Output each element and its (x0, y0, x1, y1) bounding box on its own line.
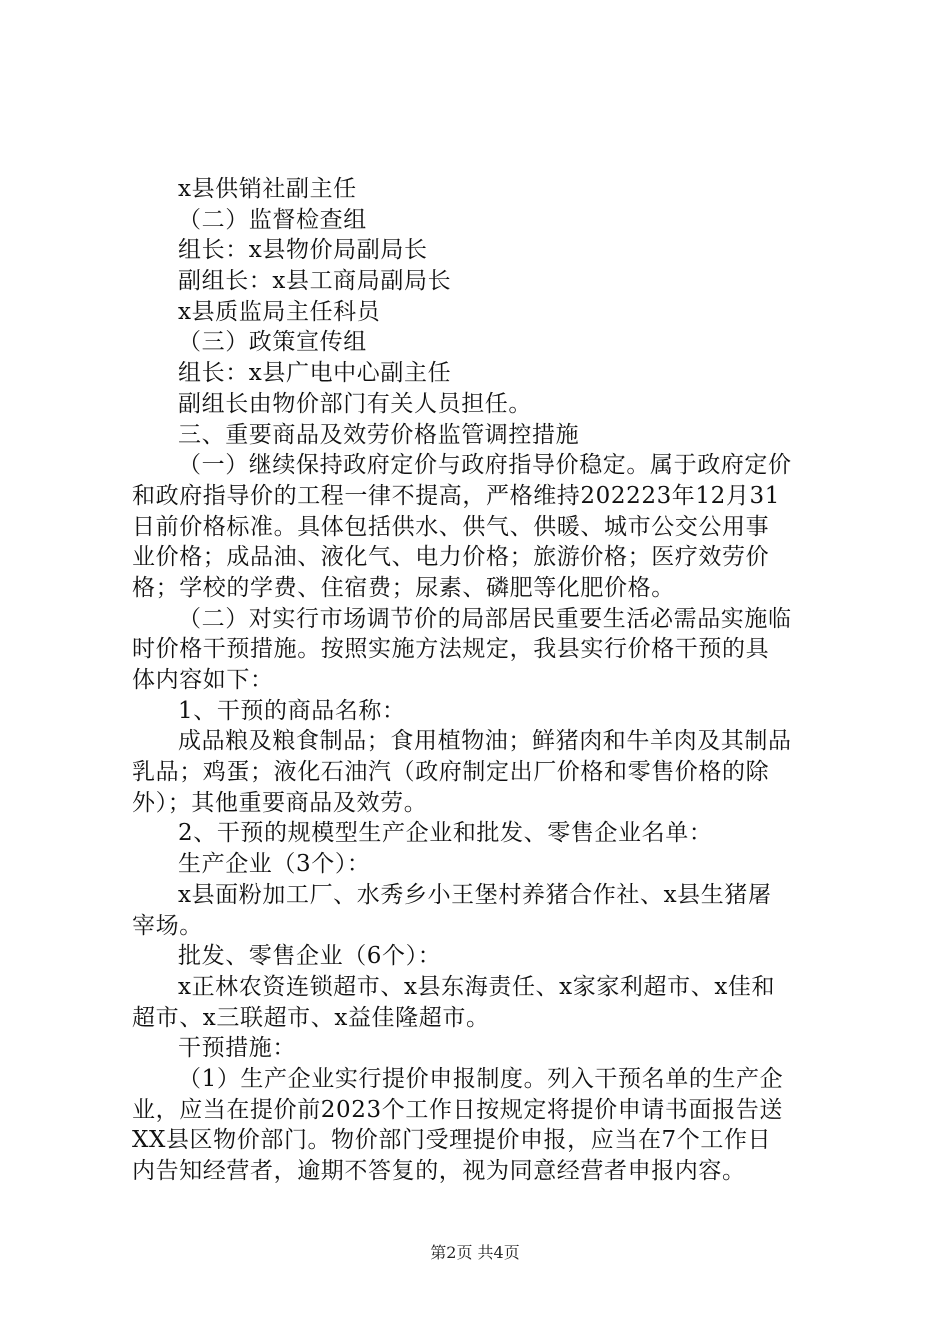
page-number: 第2页 共4页 (430, 1243, 520, 1262)
text-line: 干预措施： (178, 1035, 296, 1062)
text-line: （二）对实行市场调节价的局部居民重要生活必需品实施临 (178, 605, 792, 632)
text-line: 2、干预的规模型生产企业和批发、零售企业名单： (178, 820, 713, 847)
text-line: 成品粮及粮食制品；食用植物油；鲜猪肉和牛羊肉及其制品 (178, 728, 792, 755)
text-line: 外）；其他重要商品及效劳。 (132, 789, 428, 816)
text-line: 业，应当在提价前2023个工作日按规定将提价申请书面报告送 (132, 1096, 783, 1123)
text-line: 格；学校的学费、住宿费；尿素、磷肥等化肥价格。 (132, 574, 675, 601)
text-line: x县供销社副主任 (178, 176, 357, 202)
text-line: 宰场。 (132, 912, 203, 939)
text-line: 时价格干预措施。按照实施方法规定，我县实行价格干预的具 (132, 636, 770, 663)
text-line: 组长：x县物价局副局长 (178, 237, 428, 264)
text-line: （一）继续保持政府定价与政府指导价稳定。属于政府定价 (178, 452, 792, 479)
text-line: x县面粉加工厂、水秀乡小王堡村养猪合作社、x县生猪屠 (178, 881, 772, 908)
text-line: 生产企业（3个）： (178, 851, 371, 878)
text-line: 内告知经营者，逾期不答复的，视为同意经营者申报内容。 (132, 1158, 746, 1184)
text-line: x县质监局主任科员 (178, 298, 381, 325)
text-line: 副组长由物价部门有关人员担任。 (178, 390, 532, 417)
document-body (132, 174, 832, 1187)
text-line: 1、干预的商品名称： (178, 697, 406, 724)
text-line: 组长：x县广电中心副主任 (178, 360, 452, 387)
text-line: 副组长：x县工商局副局长 (178, 268, 452, 295)
text-line: x正林农资连锁超市、x县东海责任、x家家利超市、x佳和 (178, 973, 776, 1000)
page-footer (0, 1243, 950, 1263)
text-line: 体内容如下： (132, 667, 274, 693)
text-line: 超市、x三联超市、x益佳隆超市。 (132, 1004, 490, 1031)
text-line: 批发、零售企业（6个）： (178, 943, 442, 970)
text-line: XX县区物价部门。物价部门受理提价申报，应当在7个工作日 (132, 1127, 772, 1154)
text-line: （1）生产企业实行提价申报制度。列入干预名单的生产企 (178, 1065, 784, 1092)
text-line: （三）政策宣传组 (178, 329, 367, 356)
text-line: 三、重要商品及效劳价格监管调控措施 (178, 421, 580, 448)
text-line: 乳品；鸡蛋；液化石油汽（政府制定出厂价格和零售价格的除 (132, 759, 770, 786)
text-line: 业价格；成品油、液化气、电力价格；旅游价格；医疗效劳价 (132, 544, 770, 571)
text-line: 日前价格标准。具体包括供水、供气、供暖、城市公交公用事 (132, 513, 770, 540)
text-line: 和政府指导价的工程一律不提高，严格维持202223年12月31 (132, 482, 780, 509)
text-line: （二）监督检查组 (178, 206, 367, 233)
